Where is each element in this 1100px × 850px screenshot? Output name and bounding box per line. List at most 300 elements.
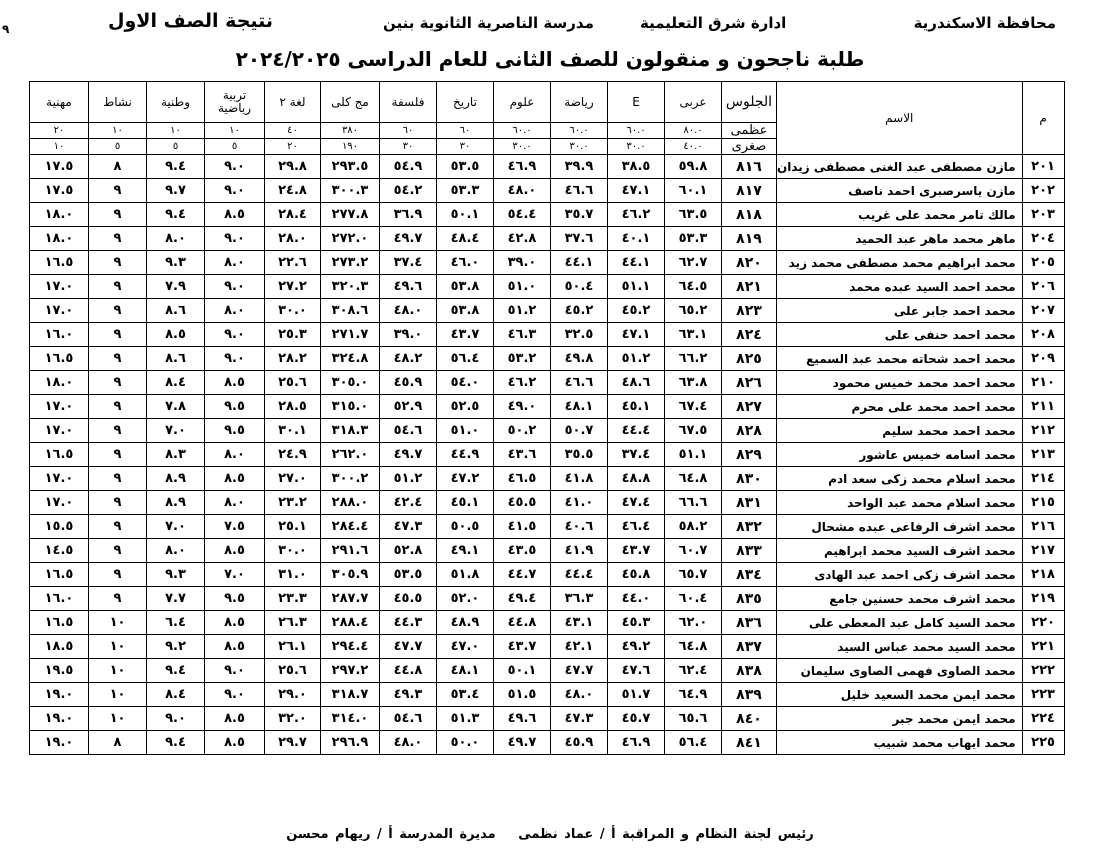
cell-lang2: ٢٧.٢ (265, 275, 321, 299)
cell-seat: ٨٤١ (722, 731, 777, 755)
cell-seat: ٨٢١ (722, 275, 777, 299)
cell-history: ٥٢.٠ (437, 587, 494, 611)
cell-total: ٣٢٠.٣ (321, 275, 380, 299)
cell-activity: ٩ (89, 347, 147, 371)
cell-vocational: ١٥.٥ (30, 515, 89, 539)
cell-total: ٢٩٤.٤ (321, 635, 380, 659)
cell-name: محمد اسامه خميس عاشور (777, 443, 1023, 467)
cell-name: محمد احمد محمد سليم (777, 419, 1023, 443)
cell-pe: ٨.٥ (205, 467, 265, 491)
cell-math: ٥٠.٧ (551, 419, 608, 443)
cell-activity: ٩ (89, 275, 147, 299)
cell-philosophy: ٤٧.٣ (380, 515, 437, 539)
cell-name: محمد اشرف زكى احمد عبد الهادى (777, 563, 1023, 587)
cell-total: ٢٩٧.٢ (321, 659, 380, 683)
cell-lang2: ٢٣.٣ (265, 587, 321, 611)
cell-philosophy: ٣٩.٠ (380, 323, 437, 347)
column-header-seat: الجلوس (722, 82, 777, 123)
cell-science: ٥١.٥ (494, 683, 551, 707)
cell-philosophy: ٤٨.٢ (380, 347, 437, 371)
min-score-seat: صغرى (722, 139, 777, 155)
cell-m: ٢٢٥ (1022, 731, 1064, 755)
cell-seat: ٨٣٧ (722, 635, 777, 659)
min-score-arabic: ٤٠.٠ (665, 139, 722, 155)
cell-arabic: ٦٠.١ (665, 179, 722, 203)
table-row (30, 635, 1065, 659)
cell-m: ٢٠٩ (1022, 347, 1064, 371)
cell-english: ٥١.٢ (608, 347, 665, 371)
cell-name: محمد اشرف محمد حسنين جامع (777, 587, 1023, 611)
cell-national: ٩.٢ (147, 635, 205, 659)
cell-arabic: ٥٩.٨ (665, 155, 722, 179)
table-row (30, 659, 1065, 683)
cell-pe: ٨.٥ (205, 371, 265, 395)
cell-english: ٤٧.١ (608, 179, 665, 203)
max-score-lang2: ٤٠ (265, 123, 321, 139)
cell-m: ٢٠٧ (1022, 299, 1064, 323)
cell-history: ٥٠.٥ (437, 515, 494, 539)
cell-science: ٤٩.٦ (494, 707, 551, 731)
cell-pe: ٩.٥ (205, 587, 265, 611)
cell-national: ٨.٦ (147, 347, 205, 371)
cell-activity: ٩ (89, 203, 147, 227)
cell-m: ٢٢٢ (1022, 659, 1064, 683)
cell-arabic: ٦٧.٥ (665, 419, 722, 443)
cell-math: ٤٠.٦ (551, 515, 608, 539)
administration-label: ادارة شرق التعليمية (640, 14, 787, 32)
cell-math: ٣٥.٧ (551, 203, 608, 227)
cell-activity: ٩ (89, 371, 147, 395)
cell-national: ٨.٤ (147, 371, 205, 395)
cell-arabic: ٦٣.٨ (665, 371, 722, 395)
min-score-lang2: ٢٠ (265, 139, 321, 155)
table-row (30, 323, 1065, 347)
cell-pe: ٩.٠ (205, 275, 265, 299)
cell-philosophy: ٤٧.٧ (380, 635, 437, 659)
max-score-science: ٦٠.٠ (494, 123, 551, 139)
cell-name: محمد اشرف السيد محمد ابراهيم (777, 539, 1023, 563)
cell-total: ٣٠٠.٢ (321, 467, 380, 491)
cell-math: ٣٢.٥ (551, 323, 608, 347)
signature-footer (0, 827, 1100, 842)
cell-total: ٣١٨.٧ (321, 683, 380, 707)
column-header-lang2: لغة ٢ (265, 82, 321, 123)
cell-m: ٢٢٣ (1022, 683, 1064, 707)
max-score-history: ٦٠ (437, 123, 494, 139)
cell-activity: ٩ (89, 227, 147, 251)
cell-arabic: ٦٤.٩ (665, 683, 722, 707)
cell-lang2: ٢٩.٠ (265, 683, 321, 707)
min-score-total: ١٩٠ (321, 139, 380, 155)
cell-lang2: ٢٨.٤ (265, 203, 321, 227)
school-label: مدرسة الناصرية الثانوية بنين (383, 14, 594, 32)
cell-total: ٣٢٤.٨ (321, 347, 380, 371)
cell-pe: ٩.٠ (205, 179, 265, 203)
cell-philosophy: ٥٤.٩ (380, 155, 437, 179)
cell-english: ٤٨.٦ (608, 371, 665, 395)
cell-science: ٤٣.٧ (494, 635, 551, 659)
cell-name: ماهر محمد ماهر عبد الحميد (777, 227, 1023, 251)
cell-arabic: ٦٦.٦ (665, 491, 722, 515)
cell-philosophy: ٥٤.٦ (380, 707, 437, 731)
cell-philosophy: ٣٦.٩ (380, 203, 437, 227)
cell-seat: ٨٢٤ (722, 323, 777, 347)
min-score-math: ٣٠.٠ (551, 139, 608, 155)
cell-total: ٢٨٧.٧ (321, 587, 380, 611)
cell-lang2: ٢٢.٦ (265, 251, 321, 275)
cell-history: ٤٥.١ (437, 491, 494, 515)
cell-activity: ١٠ (89, 659, 147, 683)
cell-name: محمد ابراهيم محمد مصطفى محمد زيد (777, 251, 1023, 275)
cell-english: ٤٥.٧ (608, 707, 665, 731)
cell-philosophy: ٤٨.٠ (380, 731, 437, 755)
cell-lang2: ٢٧.٠ (265, 467, 321, 491)
cell-science: ٤٤.٨ (494, 611, 551, 635)
cell-english: ٣٧.٤ (608, 443, 665, 467)
cell-arabic: ٦٤.٥ (665, 275, 722, 299)
cell-lang2: ٢٦.١ (265, 635, 321, 659)
cell-vocational: ١٩.٠ (30, 683, 89, 707)
cell-seat: ٨٣٨ (722, 659, 777, 683)
page-number: ٩ (2, 22, 10, 36)
cell-seat: ٨٣٠ (722, 467, 777, 491)
cell-name: محمد الصاوى فهمى الصاوى سليمان (777, 659, 1023, 683)
column-header-philosophy: فلسفة (380, 82, 437, 123)
principal-signature: مديرة المدرسة أ / ريهام محسن (286, 827, 496, 842)
cell-philosophy: ٣٧.٤ (380, 251, 437, 275)
cell-arabic: ٦٢.٧ (665, 251, 722, 275)
cell-total: ٢٩٣.٥ (321, 155, 380, 179)
cell-history: ٤٧.٢ (437, 467, 494, 491)
cell-national: ٩.٤ (147, 659, 205, 683)
cell-science: ٤٩.٤ (494, 587, 551, 611)
cell-vocational: ١٦.٠ (30, 323, 89, 347)
cell-national: ٧.٠ (147, 419, 205, 443)
cell-activity: ٩ (89, 395, 147, 419)
max-score-arabic: ٨٠.٠ (665, 123, 722, 139)
cell-philosophy: ٤٩.٧ (380, 443, 437, 467)
cell-m: ٢٠١ (1022, 155, 1064, 179)
cell-lang2: ٢٥.٦ (265, 371, 321, 395)
cell-history: ٥٣.٨ (437, 299, 494, 323)
cell-science: ٤٦.٣ (494, 323, 551, 347)
cell-pe: ٨.٥ (205, 611, 265, 635)
cell-arabic: ٥٣.٣ (665, 227, 722, 251)
cell-english: ٤٠.١ (608, 227, 665, 251)
cell-m: ٢٠٣ (1022, 203, 1064, 227)
cell-science: ٥١.٢ (494, 299, 551, 323)
cell-name: مالك تامر محمد على غريب (777, 203, 1023, 227)
cell-name: محمد احمد محمد خميس محمود (777, 371, 1023, 395)
cell-name: محمد السيد كامل عبد المعطى على (777, 611, 1023, 635)
cell-lang2: ٢٤.٨ (265, 179, 321, 203)
cell-national: ٨.٠ (147, 227, 205, 251)
cell-history: ٥٤.٠ (437, 371, 494, 395)
cell-seat: ٨٤٠ (722, 707, 777, 731)
cell-history: ٥٣.٤ (437, 683, 494, 707)
cell-english: ٥١.٧ (608, 683, 665, 707)
cell-history: ٥١.٨ (437, 563, 494, 587)
cell-science: ٥٠.١ (494, 659, 551, 683)
cell-math: ٤٤.١ (551, 251, 608, 275)
cell-lang2: ٢٥.٦ (265, 659, 321, 683)
cell-seat: ٨٢٥ (722, 347, 777, 371)
cell-history: ٤٩.١ (437, 539, 494, 563)
cell-science: ٤٦.٩ (494, 155, 551, 179)
cell-m: ٢١٤ (1022, 467, 1064, 491)
cell-total: ٢٨٤.٤ (321, 515, 380, 539)
cell-total: ٢٩٦.٩ (321, 731, 380, 755)
cell-arabic: ٦٣.٥ (665, 203, 722, 227)
cell-history: ٤٨.٩ (437, 611, 494, 635)
cell-activity: ١٠ (89, 683, 147, 707)
table-row (30, 707, 1065, 731)
cell-vocational: ١٧.٠ (30, 467, 89, 491)
cell-pe: ٧.٠ (205, 563, 265, 587)
cell-english: ٤٦.٩ (608, 731, 665, 755)
cell-science: ٤٩.٧ (494, 731, 551, 755)
cell-philosophy: ٥١.٢ (380, 467, 437, 491)
cell-math: ٣٩.٩ (551, 155, 608, 179)
max-score-english: ٦٠.٠ (608, 123, 665, 139)
cell-name: محمد ايمن محمد السعيد خليل (777, 683, 1023, 707)
cell-vocational: ١٧.٠ (30, 419, 89, 443)
table-row (30, 227, 1065, 251)
cell-name: محمد ايمن محمد جبر (777, 707, 1023, 731)
cell-arabic: ٥٦.٤ (665, 731, 722, 755)
cell-lang2: ٣٠.٠ (265, 299, 321, 323)
max-score-seat: عظمى (722, 123, 777, 139)
cell-history: ٥١.٠ (437, 419, 494, 443)
cell-math: ٤٤.٤ (551, 563, 608, 587)
cell-philosophy: ٤٩.٦ (380, 275, 437, 299)
cell-arabic: ٦٢.٠ (665, 611, 722, 635)
column-header-arabic: عربى (665, 82, 722, 123)
cell-seat: ٨٢٧ (722, 395, 777, 419)
cell-arabic: ٦٣.١ (665, 323, 722, 347)
cell-vocational: ١٩.٥ (30, 659, 89, 683)
cell-vocational: ١٩.٠ (30, 731, 89, 755)
cell-arabic: ٦٥.٦ (665, 707, 722, 731)
table-row (30, 419, 1065, 443)
cell-science: ٤١.٥ (494, 515, 551, 539)
cell-lang2: ٣١.٠ (265, 563, 321, 587)
table-row (30, 251, 1065, 275)
cell-seat: ٨١٧ (722, 179, 777, 203)
cell-name: مازن مصطفى عبد الغنى مصطفى زيدان (777, 155, 1023, 179)
cell-national: ٨.٩ (147, 467, 205, 491)
cell-m: ٢٠٨ (1022, 323, 1064, 347)
cell-pe: ٩.٠ (205, 227, 265, 251)
cell-history: ٥٣.٨ (437, 275, 494, 299)
cell-activity: ٩ (89, 323, 147, 347)
table-row (30, 371, 1065, 395)
cell-vocational: ١٦.٥ (30, 443, 89, 467)
cell-m: ٢١٢ (1022, 419, 1064, 443)
document-title: طلبة ناجحون و منقولون للصف الثانى للعام الدراسى ٢٠٢٤/٢٠٢٥ (235, 47, 865, 71)
cell-m: ٢١٣ (1022, 443, 1064, 467)
cell-philosophy: ٤٥.٥ (380, 587, 437, 611)
cell-name: محمد احمد شحاته محمد عبد السميع (777, 347, 1023, 371)
cell-philosophy: ٤٨.٠ (380, 299, 437, 323)
cell-name: محمد احمد جابر على (777, 299, 1023, 323)
cell-pe: ٩.٠ (205, 323, 265, 347)
cell-activity: ٩ (89, 443, 147, 467)
cell-pe: ٨.٠ (205, 491, 265, 515)
cell-activity: ٩ (89, 563, 147, 587)
cell-pe: ٩.٠ (205, 659, 265, 683)
table-body (30, 155, 1065, 755)
cell-m: ٢١٦ (1022, 515, 1064, 539)
cell-pe: ٨.٠ (205, 443, 265, 467)
cell-arabic: ٦٠.٧ (665, 539, 722, 563)
cell-seat: ٨٢٨ (722, 419, 777, 443)
cell-total: ٢٧٢.٠ (321, 227, 380, 251)
cell-science: ٣٩.٠ (494, 251, 551, 275)
cell-history: ٥٠.٠ (437, 731, 494, 755)
cell-vocational: ١٧.٠ (30, 491, 89, 515)
table-row (30, 563, 1065, 587)
cell-history: ٥٣.٥ (437, 155, 494, 179)
cell-history: ٤٨.٤ (437, 227, 494, 251)
table-header (30, 82, 1065, 155)
cell-math: ٤٨.١ (551, 395, 608, 419)
cell-m: ٢٠٥ (1022, 251, 1064, 275)
cell-m: ٢١٨ (1022, 563, 1064, 587)
cell-vocational: ١٦.٥ (30, 563, 89, 587)
cell-science: ٤٦.٥ (494, 467, 551, 491)
column-header-total: مج كلى (321, 82, 380, 123)
cell-math: ٤٥.٩ (551, 731, 608, 755)
cell-history: ٤٣.٧ (437, 323, 494, 347)
cell-seat: ٨١٩ (722, 227, 777, 251)
cell-vocational: ١٨.٠ (30, 371, 89, 395)
cell-vocational: ١٧.٥ (30, 179, 89, 203)
cell-name: محمد اشرف الرفاعى عبده مشحال (777, 515, 1023, 539)
cell-seat: ٨٢٠ (722, 251, 777, 275)
cell-national: ٨.٤ (147, 683, 205, 707)
max-score-national: ١٠ (147, 123, 205, 139)
cell-m: ٢٢٠ (1022, 611, 1064, 635)
cell-pe: ٨.٠ (205, 299, 265, 323)
cell-science: ٥٣.٢ (494, 347, 551, 371)
cell-seat: ٨٣١ (722, 491, 777, 515)
column-header-math: رياضة (551, 82, 608, 123)
cell-english: ٤٤.٤ (608, 419, 665, 443)
cell-philosophy: ٤٤.٣ (380, 611, 437, 635)
column-header-science: علوم (494, 82, 551, 123)
table-row (30, 155, 1065, 179)
cell-vocational: ١٧.٠ (30, 275, 89, 299)
cell-lang2: ٣٢.٠ (265, 707, 321, 731)
cell-total: ٣١٥.٠ (321, 395, 380, 419)
table-row (30, 491, 1065, 515)
cell-english: ٤٤.١ (608, 251, 665, 275)
cell-pe: ٩.٠ (205, 347, 265, 371)
cell-history: ٤٤.٩ (437, 443, 494, 467)
cell-english: ٤٥.١ (608, 395, 665, 419)
cell-total: ٢٨٨.٤ (321, 611, 380, 635)
cell-national: ٧.٨ (147, 395, 205, 419)
cell-philosophy: ٤٥.٩ (380, 371, 437, 395)
cell-math: ٤٨.٠ (551, 683, 608, 707)
max-score-activity: ١٠ (89, 123, 147, 139)
table-row (30, 587, 1065, 611)
min-score-pe: ٥ (205, 139, 265, 155)
cell-lang2: ٢٤.٩ (265, 443, 321, 467)
cell-national: ٩.٤ (147, 731, 205, 755)
committee-head-signature: رئيس لجنة النظام و المراقبة أ / عماد نظمى (518, 827, 814, 842)
cell-philosophy: ٤٢.٤ (380, 491, 437, 515)
cell-m: ٢١١ (1022, 395, 1064, 419)
min-score-vocational: ١٠ (30, 139, 89, 155)
cell-history: ٤٨.١ (437, 659, 494, 683)
cell-history: ٤٧.٠ (437, 635, 494, 659)
cell-english: ٤٦.٤ (608, 515, 665, 539)
cell-science: ٥٠.٢ (494, 419, 551, 443)
max-score-philosophy: ٦٠ (380, 123, 437, 139)
column-header-english: E (608, 82, 665, 123)
cell-pe: ٨.٥ (205, 731, 265, 755)
cell-arabic: ٦٧.٤ (665, 395, 722, 419)
cell-activity: ٩ (89, 299, 147, 323)
cell-m: ٢١٠ (1022, 371, 1064, 395)
cell-pe: ٩.٠ (205, 155, 265, 179)
cell-name: محمد ايهاب محمد شبيب (777, 731, 1023, 755)
cell-activity: ٩ (89, 179, 147, 203)
cell-lang2: ٢٨.٥ (265, 395, 321, 419)
cell-total: ٢٨٨.٠ (321, 491, 380, 515)
cell-name: مازن ياسرصبرى احمد ناصف (777, 179, 1023, 203)
cell-arabic: ٥٨.٢ (665, 515, 722, 539)
cell-pe: ٨.٠ (205, 251, 265, 275)
cell-science: ٤٢.٨ (494, 227, 551, 251)
cell-lang2: ٢٥.١ (265, 515, 321, 539)
cell-name: محمد السيد محمد عباس السيد (777, 635, 1023, 659)
max-score-vocational: ٢٠ (30, 123, 89, 139)
cell-math: ٤٣.١ (551, 611, 608, 635)
cell-national: ٨.٦ (147, 299, 205, 323)
min-score-activity: ٥ (89, 139, 147, 155)
cell-activity: ١٠ (89, 611, 147, 635)
cell-name: محمد احمد محمد على محرم (777, 395, 1023, 419)
cell-lang2: ٣٠.٠ (265, 539, 321, 563)
cell-english: ٤٤.٠ (608, 587, 665, 611)
cell-math: ٣٦.٣ (551, 587, 608, 611)
cell-name: محمد اسلام محمد عبد الواحد (777, 491, 1023, 515)
cell-lang2: ٢٣.٢ (265, 491, 321, 515)
cell-math: ٤٢.١ (551, 635, 608, 659)
table-row (30, 611, 1065, 635)
cell-vocational: ١٧.٥ (30, 155, 89, 179)
cell-m: ٢٠٢ (1022, 179, 1064, 203)
cell-math: ٤٥.٢ (551, 299, 608, 323)
cell-history: ٥٠.١ (437, 203, 494, 227)
cell-national: ٩.٤ (147, 155, 205, 179)
cell-total: ٢٧١.٧ (321, 323, 380, 347)
cell-vocational: ١٦.٥ (30, 611, 89, 635)
cell-activity: ٩ (89, 587, 147, 611)
cell-total: ٢٦٢.٠ (321, 443, 380, 467)
cell-philosophy: ٥٤.٦ (380, 419, 437, 443)
max-score-pe: ١٠ (205, 123, 265, 139)
column-header-history: تاريخ (437, 82, 494, 123)
cell-name: محمد احمد حنفى على (777, 323, 1023, 347)
cell-national: ٧.٠ (147, 515, 205, 539)
cell-activity: ٨ (89, 155, 147, 179)
cell-seat: ٨٣٦ (722, 611, 777, 635)
cell-national: ٩.٤ (147, 203, 205, 227)
